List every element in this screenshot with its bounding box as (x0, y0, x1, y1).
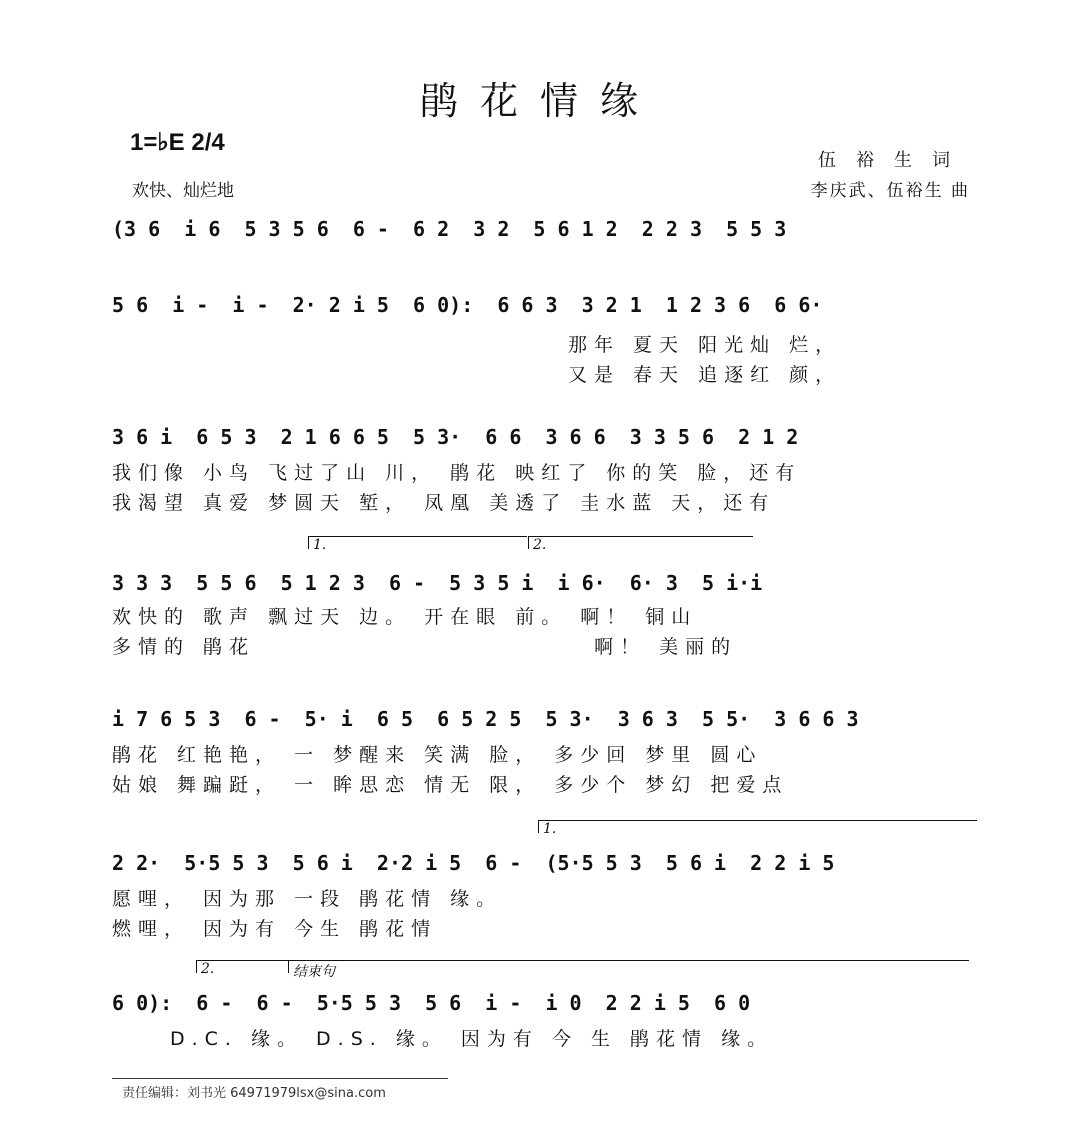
lyric-verse-1: 愿哩， 因为那 一段 鹃花情 缘。 (112, 888, 503, 910)
footer-divider (112, 1078, 448, 1079)
key-signature: 1=♭E 2/4 (130, 129, 225, 156)
notation-line: 2 2· 5·5 5 3 5 6 i 2·2 i 5 6 - (5·5 5 3 5 6 i 2 2 i 5 (112, 851, 835, 875)
score-row-2 (112, 288, 978, 438)
lyric-verse-1: 我们像 小鸟 飞过了山 川， 鹃花 映红了 你的笑 脸，还有 (112, 462, 802, 484)
volta-bracket-1: 1. (308, 536, 527, 549)
editor-credit: 责任编辑：刘书光 64971979lsx@sina.com (122, 1086, 386, 1101)
lyric-verse-2: 姑娘 舞蹁跹， 一 眸思恋 情无 限， 多少个 梦幻 把爱点 (112, 774, 789, 796)
lyric-verse-2: 燃哩， 因为有 今生 鹃花情 (112, 918, 438, 940)
notation-line: 6 0): 6 - 6 - 5·5 5 3 5 6 i - i 0 2 2 i 5 6 0 (112, 991, 751, 1015)
volta-bracket-2: 2. (196, 960, 291, 973)
song-title: 鹃花情缘 (419, 79, 660, 123)
notation-line: 5 6 i - i - 2· 2 i 5 6 0): 6 6 3 3 2 1 1 2 3 6 6 6· (112, 293, 823, 317)
volta-ending-phrase: 结束句 (288, 960, 969, 973)
lyric-verse-2: 我渴望 真爱 梦圆天 堑， 凤凰 美透了 圭水蓝 天，还有 (112, 492, 776, 514)
lyric-verse-1: D.C. 缘。 D.S. 缘。 因为有 今 生 鹃花情 缘。 (170, 1028, 774, 1050)
notation-line: 3 6 i 6 5 3 2 1 6 6 5 5 3· 6 6 3 6 6 3 3 5 6 2 1 2 (112, 425, 799, 449)
score-row-7 (112, 961, 978, 1136)
notation-line: (3 6 i 6 5 3 5 6 6 - 6 2 3 2 5 6 1 2 2 2 3 5 5 3 (112, 217, 787, 241)
composer-credit: 李庆武、伍裕生 曲 (810, 181, 970, 201)
volta-bracket-1: 1. (538, 820, 977, 833)
lyric-verse-1: 那年 夏天 阳光灿 烂， (568, 334, 842, 356)
lyric-verse-2: 多情的 鹃花 啊！ 美丽的 (112, 636, 738, 658)
notation-line: 3 3 3 5 5 6 5 1 2 3 6 - 5 3 5 i i 6· 6· 3 5 i·i (112, 571, 763, 595)
lyric-verse-1: 鹃花 红艳艳， 一 梦醒来 笑满 脸， 多少回 梦里 圆心 (112, 744, 763, 766)
tempo-marking: 欢快、灿烂地 (132, 181, 234, 201)
score-row-4 (112, 537, 978, 716)
lyricist-credit: 伍裕生词 (818, 150, 970, 171)
notation-line: i 7 6 5 3 6 - 5· i 6 5 6 5 2 5 5 3· 3 6 3 5 5· 3 6 6 3 (112, 707, 859, 731)
lyric-verse-1: 欢快的 歌声 飘过天 边。 开在眼 前。 啊！ 铜山 (112, 606, 698, 628)
lyric-verse-2: 又是 春天 追逐红 颜， (568, 364, 842, 386)
volta-bracket-2: 2. (528, 536, 753, 549)
score-row-6 (112, 821, 978, 996)
